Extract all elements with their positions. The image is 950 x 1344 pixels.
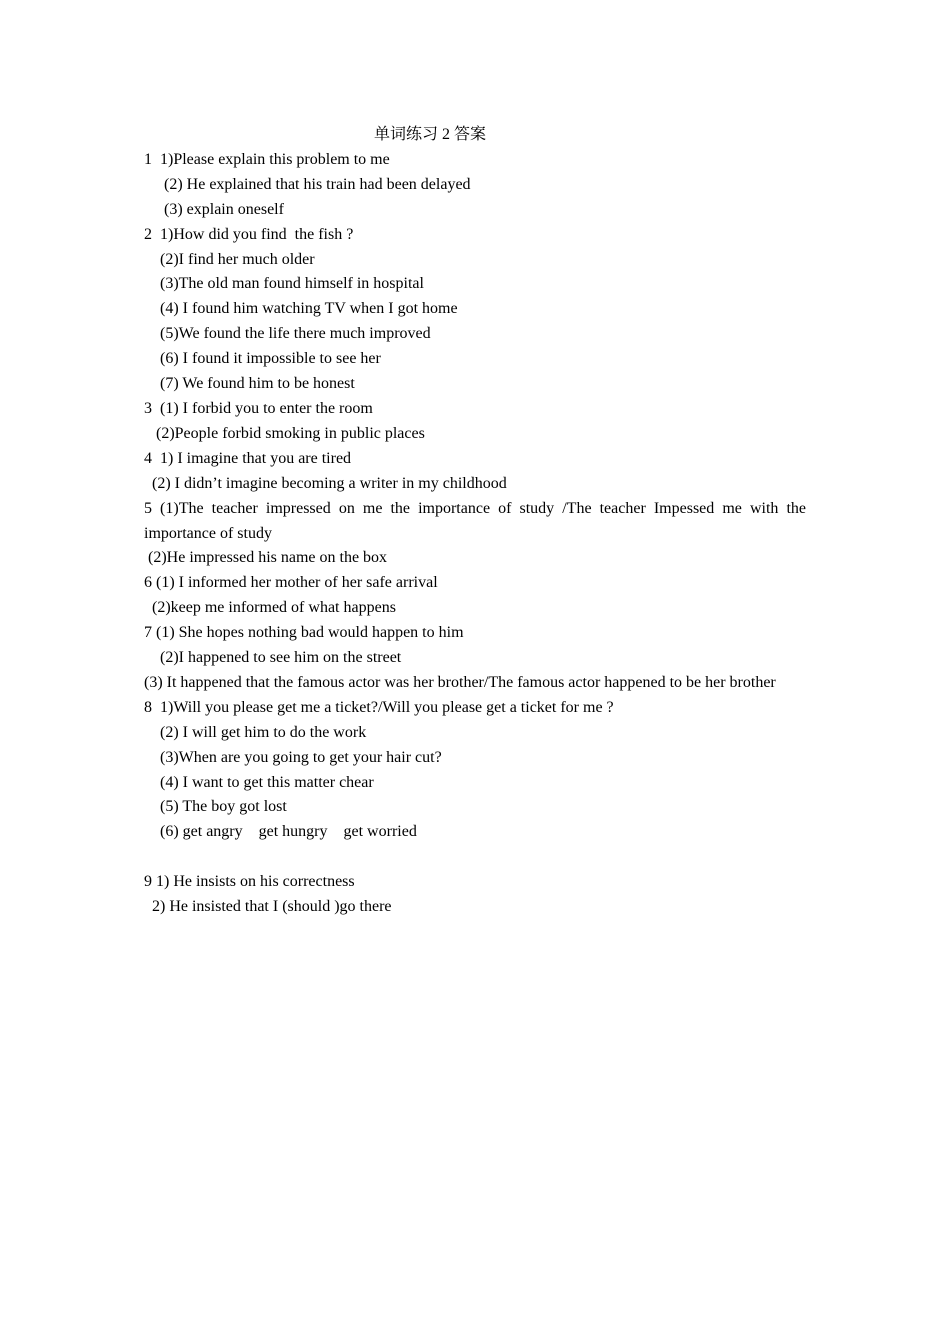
answer-7-3: (3) It happened that the famous actor was her brother/The famous actor happened to be her brother	[144, 673, 776, 691]
answer-2-2: (2)I find her much older	[144, 250, 315, 268]
answer-2-7: (7) We found him to be honest	[144, 375, 355, 393]
answer-2-6: (6) I found it impossible to see her	[144, 350, 381, 368]
answer-2-1: 2 1)How did you find the fish ?	[144, 225, 354, 243]
answer-2-3: (3)The old man found himself in hospital	[144, 275, 424, 293]
answer-3-2: (2)People forbid smoking in public places	[144, 424, 425, 442]
blank-line	[144, 845, 806, 870]
answer-7-1: 7 (1) She hopes nothing bad would happen to him	[144, 624, 464, 642]
answer-9-1: 9 1) He insists on his correctness	[144, 873, 355, 891]
answer-4-1: 4 1) I imagine that you are tired	[144, 449, 352, 467]
answer-1-2: (2) He explained that his train had been delayed	[144, 175, 471, 193]
answer-8-2: (2) I will get him to do the work	[144, 723, 367, 741]
document-page	[144, 123, 806, 920]
answer-8-5: (5) The boy got lost	[144, 798, 287, 816]
answer-1-1: 1 1)Please explain this problem to me	[144, 150, 390, 168]
answer-8-1: 8 1)Will you please get me a ticket?/Will you please get a ticket for me ?	[144, 698, 614, 716]
answer-7-2: (2)I happened to see him on the street	[144, 649, 402, 667]
answer-2-4: (4) I found him watching TV when I got home	[144, 300, 458, 318]
answer-6-1: 6 (1) I informed her mother of her safe arrival	[144, 574, 438, 592]
answer-5-1: 5 (1)The teacher impressed on me the importance of study /The teacher Impessed me with the importance of study	[144, 499, 806, 542]
answer-2-5: (5)We found the life there much improved	[144, 325, 431, 343]
answer-1-3: (3) explain oneself	[144, 200, 284, 218]
answer-8-3: (3)When are you going to get your hair cut?	[144, 748, 442, 766]
answer-8-4: (4) I want to get this matter chear	[144, 773, 374, 791]
answer-3-1: 3 (1) I forbid you to enter the room	[144, 399, 373, 417]
answer-5-2: (2)He impressed his name on the box	[144, 549, 388, 567]
answer-6-2: (2)keep me informed of what happens	[144, 599, 396, 617]
document-title: 单词练习 2 答案	[373, 126, 486, 143]
answer-4-2: (2) I didn’t imagine becoming a writer in my childhood	[144, 474, 507, 492]
answer-8-6: (6) get angry get hungry get worried	[144, 823, 417, 841]
answer-9-2: 2) He insisted that I (should )go there	[144, 898, 392, 916]
